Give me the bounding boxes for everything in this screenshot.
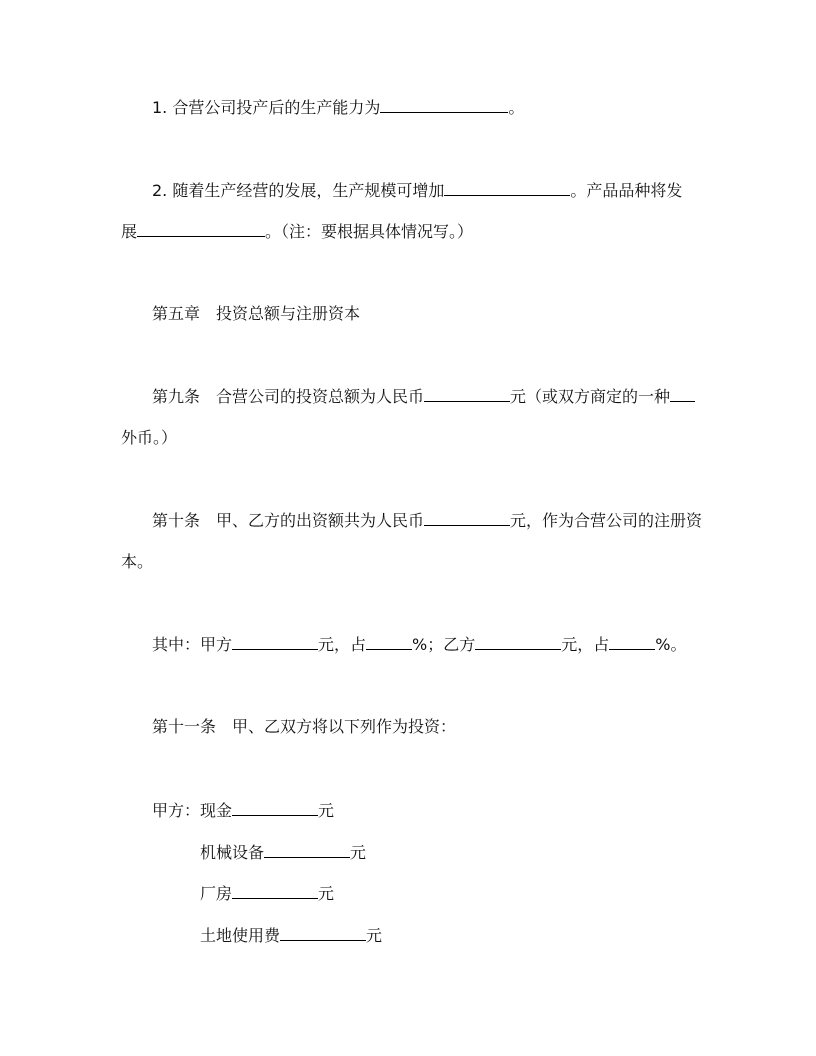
investment-item <box>200 842 366 864</box>
investment-item-name: 土地使用费 <box>200 926 281 945</box>
product-blank[interactable] <box>137 221 265 237</box>
investment-item-unit: 元 <box>366 926 383 945</box>
land-fee-amount-blank[interactable] <box>280 925 366 941</box>
clause-2-cont: 展 <box>121 222 138 241</box>
article-9-text: 第九条 合营公司的投资总额为人民币 <box>152 387 425 406</box>
investment-item-unit: 元 <box>318 884 335 903</box>
party-a-amount-blank[interactable] <box>232 634 318 650</box>
scale-increase-blank[interactable] <box>444 180 570 196</box>
article-9-line-2 <box>121 427 177 449</box>
clause-1-end: 。 <box>508 98 525 117</box>
article-10-mid: 元，作为合营公司的注册资 <box>510 511 703 530</box>
chapter-5-title: 第五章 投资总额与注册资本 <box>152 304 361 323</box>
investment-item-name: 厂房 <box>200 884 233 903</box>
cash-amount-blank[interactable] <box>232 800 318 816</box>
investment-item-name: 现金 <box>200 801 233 820</box>
clause-1 <box>152 97 524 119</box>
shares-end: %。 <box>655 635 687 654</box>
shares-party-b-label: %；乙方 <box>412 635 476 654</box>
shares-line <box>152 634 686 656</box>
machinery-amount-blank[interactable] <box>264 842 350 858</box>
shares-party-a-label: 其中：甲方 <box>152 635 233 654</box>
article-9-cont: 外币。） <box>121 428 178 447</box>
shares-party-b-pct-label: 元，占 <box>561 635 610 654</box>
party-a-label: 甲方： <box>152 801 201 820</box>
article-10-text: 第十条 甲、乙方的出资额共为人民币 <box>152 511 425 530</box>
shares-party-a-pct-label: 元，占 <box>318 635 367 654</box>
investment-item-unit: 元 <box>350 843 367 862</box>
investment-item-unit: 元 <box>318 801 335 820</box>
investment-item <box>200 883 334 905</box>
investment-item <box>152 800 334 822</box>
party-b-amount-blank[interactable] <box>475 634 561 650</box>
clause-2-line-1 <box>152 180 682 202</box>
article-10-cont: 本。 <box>121 552 154 571</box>
investment-item <box>200 925 382 947</box>
clause-2-text: 2. 随着生产经营的发展，生产规模可增加 <box>152 181 445 200</box>
article-9-mid: 元（或双方商定的一种 <box>510 387 671 406</box>
registered-capital-blank[interactable] <box>424 510 510 526</box>
clause-2-note: 。（注：要根据具体情况写。） <box>265 222 474 241</box>
clause-2-mid: 。产品品种将发 <box>570 181 683 200</box>
factory-amount-blank[interactable] <box>232 883 318 899</box>
currency-blank[interactable] <box>670 386 695 402</box>
clause-1-text: 1. 合营公司投产后的生产能力为 <box>152 98 381 117</box>
article-10-line-1 <box>152 510 702 532</box>
total-investment-blank[interactable] <box>424 386 510 402</box>
party-b-percent-blank[interactable] <box>609 634 655 650</box>
clause-2-line-2 <box>121 221 473 243</box>
chapter-5-heading <box>152 303 360 325</box>
capacity-blank[interactable] <box>380 97 508 113</box>
party-a-percent-blank[interactable] <box>366 634 412 650</box>
article-10-line-2 <box>121 551 153 573</box>
article-11-text: 第十一条 甲、乙双方将以下列作为投资： <box>152 717 457 736</box>
article-9-line-1 <box>152 386 695 408</box>
investment-item-name: 机械设备 <box>200 843 265 862</box>
article-11 <box>152 716 456 738</box>
